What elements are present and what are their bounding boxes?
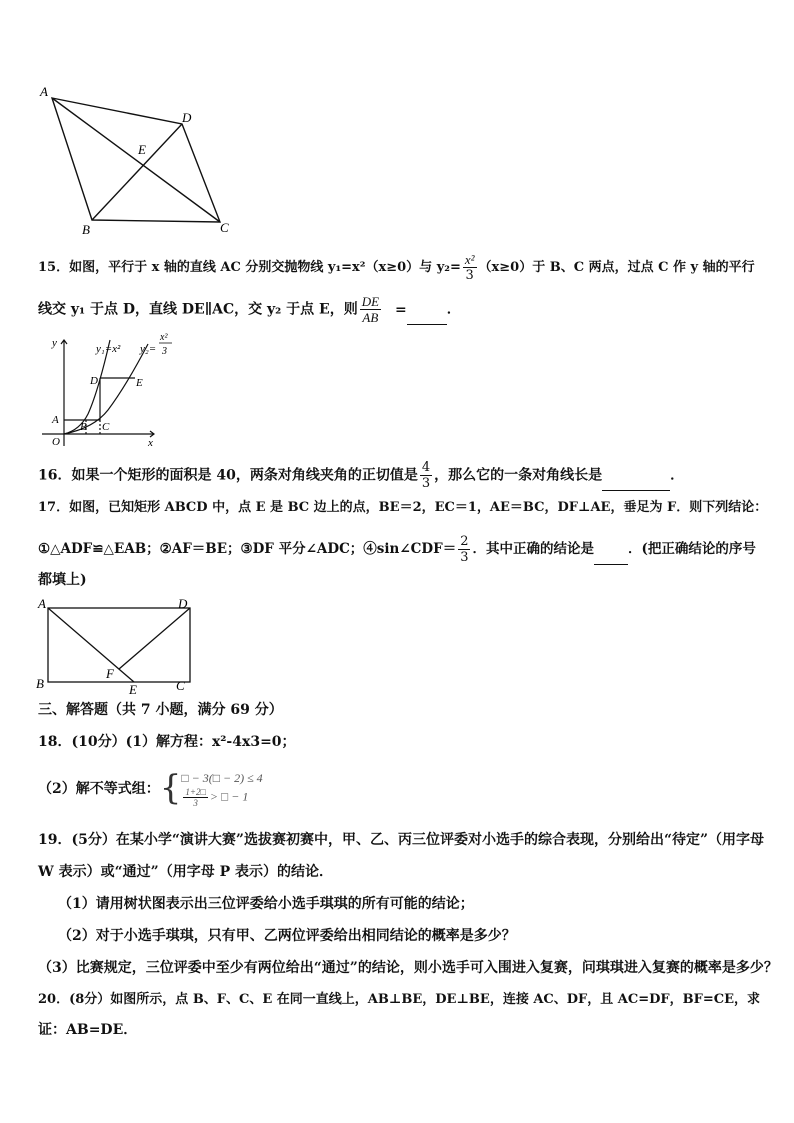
label-y-axis: y (52, 337, 57, 349)
inequality-2-fraction (183, 787, 208, 808)
q16-frac-den: 3 (421, 476, 431, 491)
q16-fraction (420, 460, 432, 491)
q17-answer-blank[interactable] (594, 548, 628, 565)
q15-equals: = (395, 301, 407, 318)
q17-text-2b: ．其中正确的结论是 (472, 541, 594, 557)
q19-sub3 (38, 958, 778, 978)
q17-line1 (38, 498, 767, 518)
q15-line1 (38, 252, 755, 283)
label-F: F (106, 666, 114, 681)
label-D: D (182, 110, 192, 125)
q19-sub1 (58, 894, 474, 914)
q17-frac-den: 3 (460, 550, 469, 565)
q18-text-1: 18．(10分）(1）解方程：x²-4x3=0； (38, 734, 296, 750)
inequality-1: □ − 3(□ − 2) ≤ 4 (181, 770, 263, 785)
label-C: C (176, 678, 185, 693)
q16-period: ． (670, 467, 685, 484)
label-B: B (80, 421, 87, 433)
inequality-system (181, 769, 262, 808)
q17-text-2c: ．(把正确结论的序号 (627, 541, 756, 557)
q18-part1 (38, 732, 296, 752)
q19-line2 (38, 862, 333, 882)
label-A: A (38, 596, 46, 611)
quadrilateral-figure (30, 82, 250, 242)
section-title: 三、解答题（共 7 小题，满分 69 分） (38, 702, 283, 718)
inequality-2 (181, 787, 262, 808)
label-A: A (52, 414, 59, 426)
label-E: E (129, 682, 137, 697)
label-C: C (220, 220, 229, 235)
label-origin: O (52, 436, 60, 448)
label-D: D (178, 596, 188, 611)
ineq2-frac-den: 3 (193, 797, 198, 808)
q16-line (38, 460, 684, 491)
label-y2: y₂= (140, 343, 157, 355)
q20-text-1: 20．(8分）如图所示，点 B、F、C、E 在同一直线上，AB⊥BE，DE⊥BE，连接 AC、DF，且 AC=DF，BF=CE，求 (38, 992, 761, 1007)
q17-fraction (458, 534, 470, 565)
q15-ratio-den: AB (362, 310, 379, 325)
q20-line1 (38, 990, 760, 1010)
q17-text-3: 都填上) (38, 572, 87, 588)
label-y2-den: 3 (162, 346, 167, 357)
q19-text-2: W 表示）或“通过”（用字母 P 表示）的结论． (38, 864, 333, 880)
ineq2-frac-num: 1+2□ (185, 786, 206, 797)
q16-answer-blank[interactable] (602, 474, 670, 491)
label-B: B (82, 222, 90, 237)
label-E: E (136, 377, 143, 389)
q19-sub2 (58, 926, 516, 946)
q17-text-2a: ①△ADF≌△EAB；②AF＝BE；③DF 平分∠ADC；④sin∠CDF＝ (38, 541, 457, 557)
q17-line3 (38, 570, 87, 590)
q15-line2 (38, 294, 461, 325)
q15-text-b: （x≥0）于 B、C 两点，过点 C 作 y 轴的平行 (478, 260, 755, 275)
label-D: D (90, 375, 98, 387)
q16-text-b: ，那么它的一条对角线长是 (434, 467, 603, 484)
label-B: B (36, 676, 44, 691)
q18-text-2: （2）解不等式组： (38, 781, 160, 797)
label-x-axis: x (148, 437, 153, 449)
section-heading (38, 700, 283, 720)
q15-ratio-num: DE (361, 294, 380, 309)
q19-sub3-text: （3）比赛规定，三位评委中至少有两位给出“通过”的结论，则小选手可入围进入复赛，问琪琪进入复赛的概率是多少？ (38, 960, 778, 976)
q17-text-1: 17．如图，已知矩形 ABCD 中，点 E 是 BC 边上的点，BE＝2，EC＝1，AE＝BC，DF⊥AE，垂足为 F．则下列结论： (38, 500, 768, 515)
q19-line1 (38, 830, 764, 850)
q18-part2 (38, 768, 263, 808)
rectangle-figure (34, 596, 204, 698)
inequality-brace: { (159, 768, 182, 808)
q15-text-a: 15．如图，平行于 x 轴的直线 AC 分别交抛物线 y₁=x²（x≥0）与 y₂= (38, 260, 461, 275)
q15-period: ． (446, 301, 461, 318)
q15-frac-num: x² (464, 252, 475, 267)
label-y2-num: x² (160, 332, 168, 343)
label-A: A (40, 84, 48, 99)
q15-answer-blank[interactable] (407, 308, 447, 325)
q20-text-2: 证：AB=DE． (38, 1022, 138, 1038)
q20-line2 (38, 1020, 137, 1040)
q16-frac-num: 4 (421, 460, 431, 475)
q15-text-c: 线交 y₁ 于点 D，直线 DE∥AC，交 y₂ 于点 E，则 (38, 301, 358, 318)
ineq2-rest: > □ − 1 (209, 788, 249, 803)
q16-text-a: 16．如果一个矩形的面积是 40，两条对角线夹角的正切值是 (38, 467, 418, 484)
q19-sub2-text: （2）对于小选手琪琪，只有甲、乙两位评委给出相同结论的概率是多少？ (58, 928, 516, 944)
q19-sub1-text: （1）请用树状图表示出三位评委给小选手琪琪的所有可能的结论； (58, 896, 474, 912)
q17-frac-num: 2 (460, 534, 469, 549)
parabola-figure (36, 328, 186, 450)
q17-line2 (38, 534, 756, 565)
label-E: E (138, 142, 146, 157)
label-C: C (102, 421, 110, 433)
q15-fraction (463, 252, 477, 283)
label-y1: y₁=x² (96, 343, 121, 355)
q19-text-1: 19．(5分）在某小学“演讲大赛”选拔赛初赛中，甲、乙、丙三位评委对小选手的综合表现，分别给出“待定”（用字母 (38, 832, 765, 848)
q15-frac-den: 3 (465, 268, 474, 283)
q15-ratio (360, 294, 381, 325)
